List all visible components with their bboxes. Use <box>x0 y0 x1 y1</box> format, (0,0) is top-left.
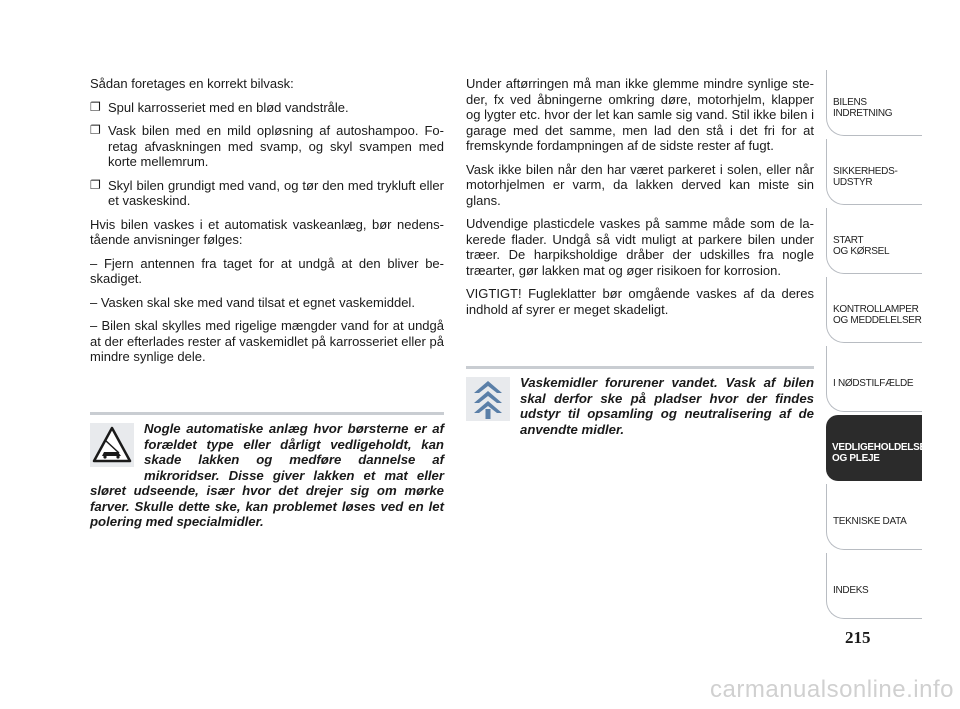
tab-bilens-indretning[interactable]: BILENS INDRETNING <box>826 70 922 136</box>
paragraph: Hvis bilen vaskes i et automatisk vaskeanlæg, bør nedenstående anvisninger følges: <box>90 216 444 247</box>
left-column <box>90 76 444 373</box>
tab-sikkerhedsudstyr[interactable]: SIKKERHEDS- UDSTYR <box>826 139 922 205</box>
environment-text: Vaskemidler forurener vandet. Vask af bilen skal derfor ske på pladser hvor der findes udstyr til opsamling og neutralisering af de anvendte midler. <box>520 375 814 437</box>
chapter-tabs <box>826 70 926 622</box>
tab-kontrollamper[interactable]: KONTROLLAMPER OG MEDDELELSER <box>826 277 922 343</box>
environment-arrows-icon <box>466 377 510 421</box>
paragraph: VIGTIGT! Fugleklatter bør omgående vaskes af da deres indhold af syrer er meget skadeligt. <box>466 286 814 317</box>
checkbox-bullet-icon: ❐ <box>90 99 101 114</box>
paragraph: Under aftørringen må man ikke glemme mindre synlige steder, fx ved åbningerne omkring døre, motorhjelm, klapper og lygter etc. hvor der let kan samle sig vand. Stil ikke bilen i garage med det samme, men lad den stå i det fri for at fremskynde fordampningen af de sidste rester af fugt. <box>466 76 814 153</box>
paragraph: – Bilen skal skylles med rigelige mængder vand for at undgå at der efterlades rester af vaskemidlet på karrosseriet eller på mindre synlige dele. <box>90 318 444 364</box>
checkbox-bullet-icon: ❐ <box>90 123 101 137</box>
paragraph: Udvendige plasticdele vaskes på samme måde som de lakerede flader. Undgå så vidt muligt at parkere bilen under træer. De harpiksholdige dråber der udskilles fra nogle træarter, gør lakken mat og øger risikoen for korrosion. <box>466 216 814 278</box>
tab-tekniske-data[interactable]: TEKNISKE DATA <box>826 484 922 550</box>
right-column <box>466 76 814 325</box>
environment-note <box>466 366 814 437</box>
checkbox-bullet-icon: ❐ <box>90 177 101 192</box>
paragraph: – Fjern antennen fra taget for at undgå at den bliver beskadiget. <box>90 255 444 286</box>
tab-start-og-korsel[interactable]: START OG KØRSEL <box>826 208 922 274</box>
intro-text: Sådan foretages en korrekt bilvask: <box>90 76 294 91</box>
page-number: 215 <box>845 628 871 647</box>
bullet-item: ❐ Vask bilen med en mild opløsning af autoshampoo. Foretag afvaskningen med svamp, og skyl svampen med korte mellemrum. <box>90 123 444 169</box>
warning-text: Nogle automatiske anlæg hvor børsterne er af forældet type eller dårligt vedligeholdt, kan skade lakken og medføre dannelse af mikroridser. Disse giver lakken et mat eller sløret udseende, især hvor det drejer sig om mørke farver. Skulle dette ske, kan problemet løses ved en let polering med specialmidler. <box>90 421 444 529</box>
bullet-item: ❐ Spul karrosseriet med en blød vandstråle. <box>90 99 349 115</box>
paragraph: Vask ikke bilen når den har været parkeret i solen, eller når motorhjelmen er varm, da lakken derved kan miste sin glans. <box>466 161 814 208</box>
warning-note <box>90 412 444 530</box>
tab-vedligeholdelse-og-pleje[interactable]: VEDLIGEHOLDELSE OG PLEJE <box>826 415 922 481</box>
paragraph: – Vasken skal ske med vand tilsat et egnet vaskemiddel. <box>90 294 415 310</box>
car-wash-warning-icon <box>90 423 134 467</box>
watermark: carmanualsonline.info <box>710 676 954 703</box>
bullet-item: ❐ Skyl bilen grundigt med vand, og tør den med trykluft eller et vaskeskind. <box>90 177 444 208</box>
tab-indeks[interactable]: INDEKS <box>826 553 922 619</box>
tab-i-nodstilfaelde[interactable]: I NØDSTILFÆLDE <box>826 346 922 412</box>
